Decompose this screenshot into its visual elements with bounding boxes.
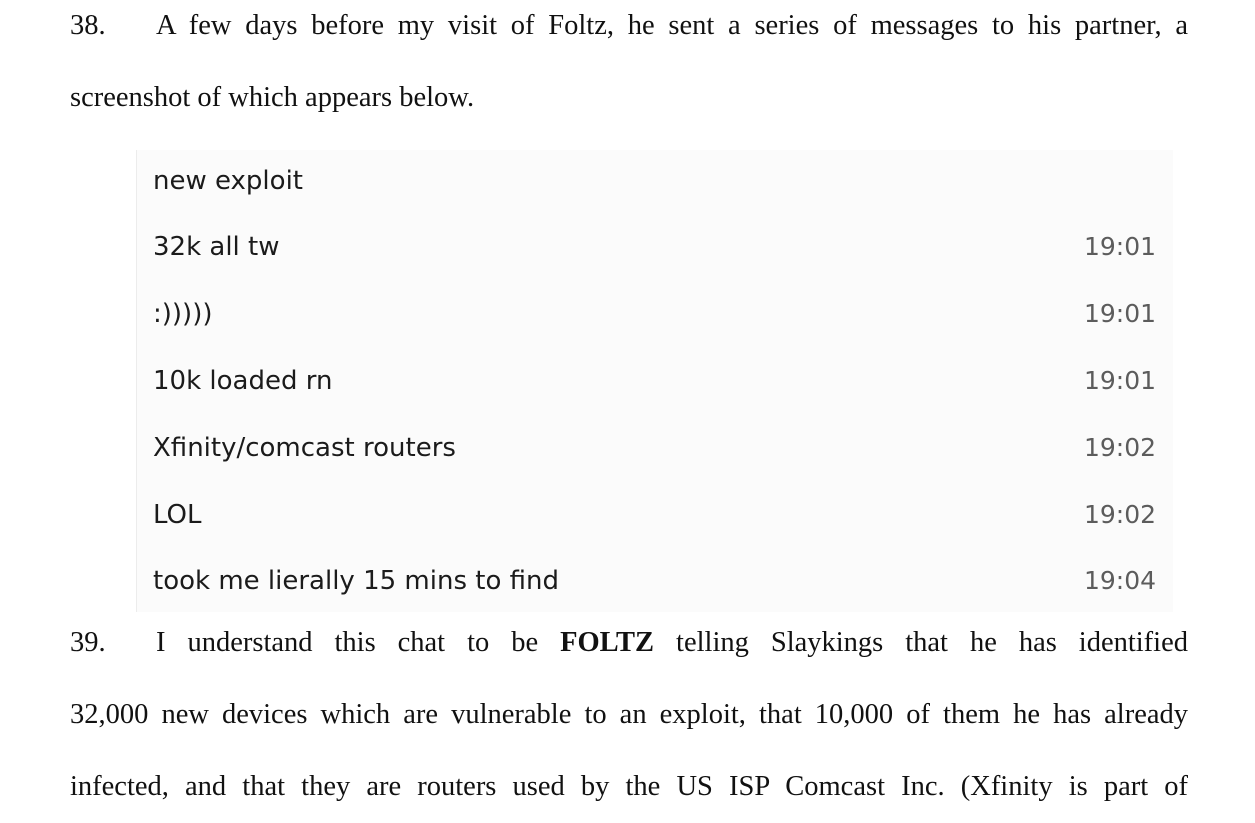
message-time: 19:01 (1083, 299, 1156, 328)
message-text: took me lierally 15 mins to find (153, 566, 559, 596)
message-text: LOL (153, 500, 202, 530)
message-text: new exploit (153, 166, 303, 196)
chat-screenshot (136, 150, 1173, 612)
message-text: :))))) (153, 299, 213, 329)
paragraph-39-line-3: infected, and that they are routers used by the US ISP Comcast Inc. (Xfinity is part of (70, 771, 1188, 802)
message-time: 19:01 (1083, 232, 1156, 261)
chat-message (153, 500, 1156, 540)
chat-message (153, 232, 1156, 272)
paragraph-38-text-1: A few days before my visit of Foltz, he sent a series of messages to his partner, a (156, 10, 1188, 41)
paragraph-39-line-2: 32,000 new devices which are vulnerable to an exploit, that 10,000 of them he has already (70, 699, 1188, 730)
paragraph-38 (70, 0, 1188, 134)
paragraph-38-line-1 (70, 0, 1188, 62)
chat-message (153, 566, 1156, 606)
message-time: 19:02 (1083, 500, 1156, 529)
message-text: 32k all tw (153, 232, 280, 262)
defendant-name: FOLTZ (560, 627, 655, 658)
chat-message (153, 433, 1156, 473)
chat-message (153, 299, 1156, 339)
chat-message (153, 366, 1156, 406)
paragraph-39-text-after: telling Slaykings that he has identified (654, 627, 1188, 658)
message-text: Xfinity/comcast routers (153, 433, 456, 463)
message-time: 19:04 (1083, 566, 1156, 595)
message-time: 19:02 (1083, 433, 1156, 462)
paragraph-number: 38. (70, 10, 106, 41)
paragraph-39 (70, 607, 1188, 823)
paragraph-number: 39. (70, 627, 106, 658)
message-text: 10k loaded rn (153, 366, 333, 396)
paragraph-38-line-2: screenshot of which appears below. (70, 82, 475, 113)
chat-message (153, 166, 1156, 206)
paragraph-39-line-1 (70, 607, 1188, 679)
message-time: 19:01 (1083, 366, 1156, 395)
paragraph-39-text-before: I understand this chat to be (156, 627, 561, 658)
